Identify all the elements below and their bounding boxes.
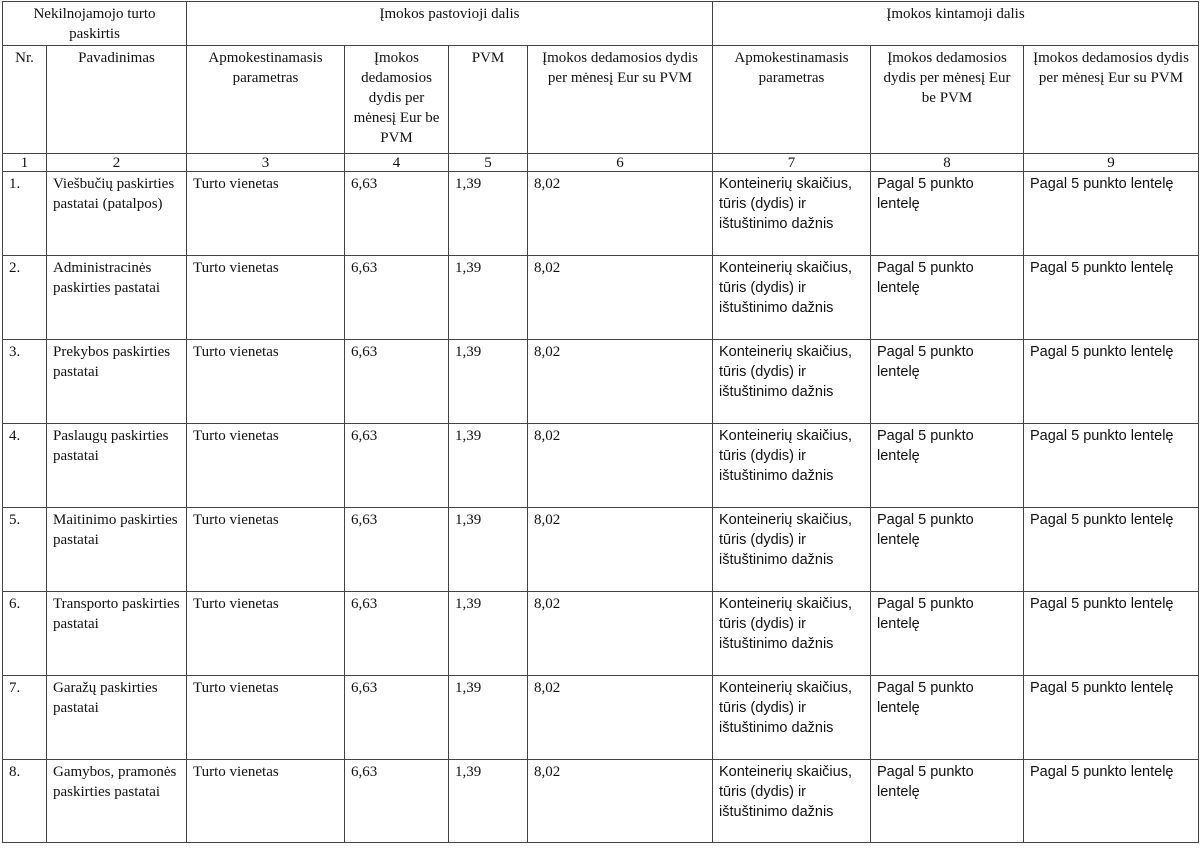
table-row (3, 424, 1199, 508)
row-var-param: Konteinerių skaičius, tūris (dydis) ir ištuštinimo dažnis (713, 676, 871, 760)
column-number: 5 (449, 154, 528, 172)
header-variable-part: Įmokos kintamoji dalis (713, 2, 1199, 46)
row-vat: 1,39 (449, 256, 528, 340)
table-row (3, 340, 1199, 424)
row-fixed-with-vat: 8,02 (528, 508, 713, 592)
row-name: Paslaugų paskirties pastatai (47, 424, 187, 508)
row-name: Viešbučių paskirties pastatai (patalpos) (47, 172, 187, 256)
row-fixed-with-vat: 8,02 (528, 760, 713, 843)
row-var-with-vat: Pagal 5 punkto lentelę (1024, 340, 1199, 424)
row-fixed-param: Turto vienetas (187, 340, 345, 424)
header-fixed-no-vat: Įmokos dedamosios dydis per mėnesį Eur be PVM (345, 46, 449, 154)
row-fixed-no-vat: 6,63 (345, 172, 449, 256)
header-nr: Nr. (3, 46, 47, 154)
table-row (3, 760, 1199, 843)
row-fixed-no-vat: 6,63 (345, 592, 449, 676)
row-var-no-vat: Pagal 5 punkto lentelę (871, 424, 1024, 508)
row-fixed-param: Turto vienetas (187, 592, 345, 676)
row-fixed-no-vat: 6,63 (345, 256, 449, 340)
row-fixed-no-vat: 6,63 (345, 424, 449, 508)
row-number: 8. (3, 760, 47, 843)
row-fixed-no-vat: 6,63 (345, 760, 449, 843)
row-fixed-with-vat: 8,02 (528, 172, 713, 256)
row-fixed-param: Turto vienetas (187, 676, 345, 760)
row-name: Maitinimo paskirties pastatai (47, 508, 187, 592)
header-var-param: Apmokestinamasis parametras (713, 46, 871, 154)
row-var-no-vat: Pagal 5 punkto lentelę (871, 256, 1024, 340)
row-number: 1. (3, 172, 47, 256)
column-number: 9 (1024, 154, 1199, 172)
row-name: Prekybos paskirties pastatai (47, 340, 187, 424)
row-var-param: Konteinerių skaičius, tūris (dydis) ir ištuštinimo dažnis (713, 340, 871, 424)
row-var-with-vat: Pagal 5 punkto lentelę (1024, 256, 1199, 340)
column-number: 1 (3, 154, 47, 172)
row-var-no-vat: Pagal 5 punkto lentelę (871, 760, 1024, 843)
row-vat: 1,39 (449, 592, 528, 676)
row-fixed-param: Turto vienetas (187, 508, 345, 592)
row-vat: 1,39 (449, 508, 528, 592)
header-vat: PVM (449, 46, 528, 154)
row-name: Garažų paskirties pastatai (47, 676, 187, 760)
row-fixed-with-vat: 8,02 (528, 676, 713, 760)
row-name: Transporto paskirties pastatai (47, 592, 187, 676)
header-var-no-vat: Įmokos dedamosios dydis per mėnesį Eur be PVM (871, 46, 1024, 154)
row-var-param: Konteinerių skaičius, tūris (dydis) ir ištuštinimo dažnis (713, 256, 871, 340)
row-var-no-vat: Pagal 5 punkto lentelę (871, 592, 1024, 676)
fee-table (2, 1, 1199, 843)
row-number: 4. (3, 424, 47, 508)
row-vat: 1,39 (449, 340, 528, 424)
row-var-with-vat: Pagal 5 punkto lentelę (1024, 508, 1199, 592)
row-fixed-param: Turto vienetas (187, 424, 345, 508)
row-fixed-no-vat: 6,63 (345, 340, 449, 424)
column-number: 3 (187, 154, 345, 172)
column-number: 7 (713, 154, 871, 172)
header-property-purpose: Nekilnojamojo turto paskirtis (3, 2, 187, 46)
row-number: 5. (3, 508, 47, 592)
row-vat: 1,39 (449, 172, 528, 256)
row-var-param: Konteinerių skaičius, tūris (dydis) ir ištuštinimo dažnis (713, 172, 871, 256)
row-number: 2. (3, 256, 47, 340)
row-name: Gamybos, pramonės paskirties pastatai (47, 760, 187, 843)
row-fixed-with-vat: 8,02 (528, 340, 713, 424)
row-var-param: Konteinerių skaičius, tūris (dydis) ir ištuštinimo dažnis (713, 424, 871, 508)
row-var-param: Konteinerių skaičius, tūris (dydis) ir ištuštinimo dažnis (713, 760, 871, 843)
header-var-with-vat: Įmokos dedamosios dydis per mėnesį Eur su PVM (1024, 46, 1199, 154)
row-fixed-with-vat: 8,02 (528, 424, 713, 508)
header-fixed-param: Apmokestinamasis parametras (187, 46, 345, 154)
row-fixed-no-vat: 6,63 (345, 676, 449, 760)
row-var-no-vat: Pagal 5 punkto lentelę (871, 508, 1024, 592)
row-var-with-vat: Pagal 5 punkto lentelę (1024, 676, 1199, 760)
row-var-no-vat: Pagal 5 punkto lentelę (871, 676, 1024, 760)
row-number: 7. (3, 676, 47, 760)
column-number: 6 (528, 154, 713, 172)
row-fixed-param: Turto vienetas (187, 172, 345, 256)
header-fixed-part: Įmokos pastovioji dalis (187, 2, 713, 46)
row-name: Administracinės paskirties pastatai (47, 256, 187, 340)
table-body (3, 172, 1199, 843)
row-fixed-param: Turto vienetas (187, 256, 345, 340)
header-fixed-with-vat: Įmokos dedamosios dydis per mėnesį Eur su PVM (528, 46, 713, 154)
row-var-with-vat: Pagal 5 punkto lentelę (1024, 592, 1199, 676)
row-var-with-vat: Pagal 5 punkto lentelę (1024, 172, 1199, 256)
row-fixed-with-vat: 8,02 (528, 592, 713, 676)
row-var-no-vat: Pagal 5 punkto lentelę (871, 340, 1024, 424)
row-var-with-vat: Pagal 5 punkto lentelę (1024, 760, 1199, 843)
row-vat: 1,39 (449, 760, 528, 843)
row-var-param: Konteinerių skaičius, tūris (dydis) ir ištuštinimo dažnis (713, 508, 871, 592)
row-number: 3. (3, 340, 47, 424)
column-number: 2 (47, 154, 187, 172)
row-fixed-no-vat: 6,63 (345, 508, 449, 592)
row-var-with-vat: Pagal 5 punkto lentelę (1024, 424, 1199, 508)
column-number-row (3, 154, 1199, 172)
header-column-row (3, 46, 1199, 154)
table-row (3, 172, 1199, 256)
row-var-no-vat: Pagal 5 punkto lentelę (871, 172, 1024, 256)
header-name: Pavadinimas (47, 46, 187, 154)
table-row (3, 676, 1199, 760)
table-row (3, 256, 1199, 340)
header-group-row (3, 2, 1199, 46)
column-number: 4 (345, 154, 449, 172)
row-vat: 1,39 (449, 424, 528, 508)
row-number: 6. (3, 592, 47, 676)
row-fixed-param: Turto vienetas (187, 760, 345, 843)
table-row (3, 508, 1199, 592)
column-number: 8 (871, 154, 1024, 172)
table-row (3, 592, 1199, 676)
row-var-param: Konteinerių skaičius, tūris (dydis) ir ištuštinimo dažnis (713, 592, 871, 676)
row-vat: 1,39 (449, 676, 528, 760)
row-fixed-with-vat: 8,02 (528, 256, 713, 340)
